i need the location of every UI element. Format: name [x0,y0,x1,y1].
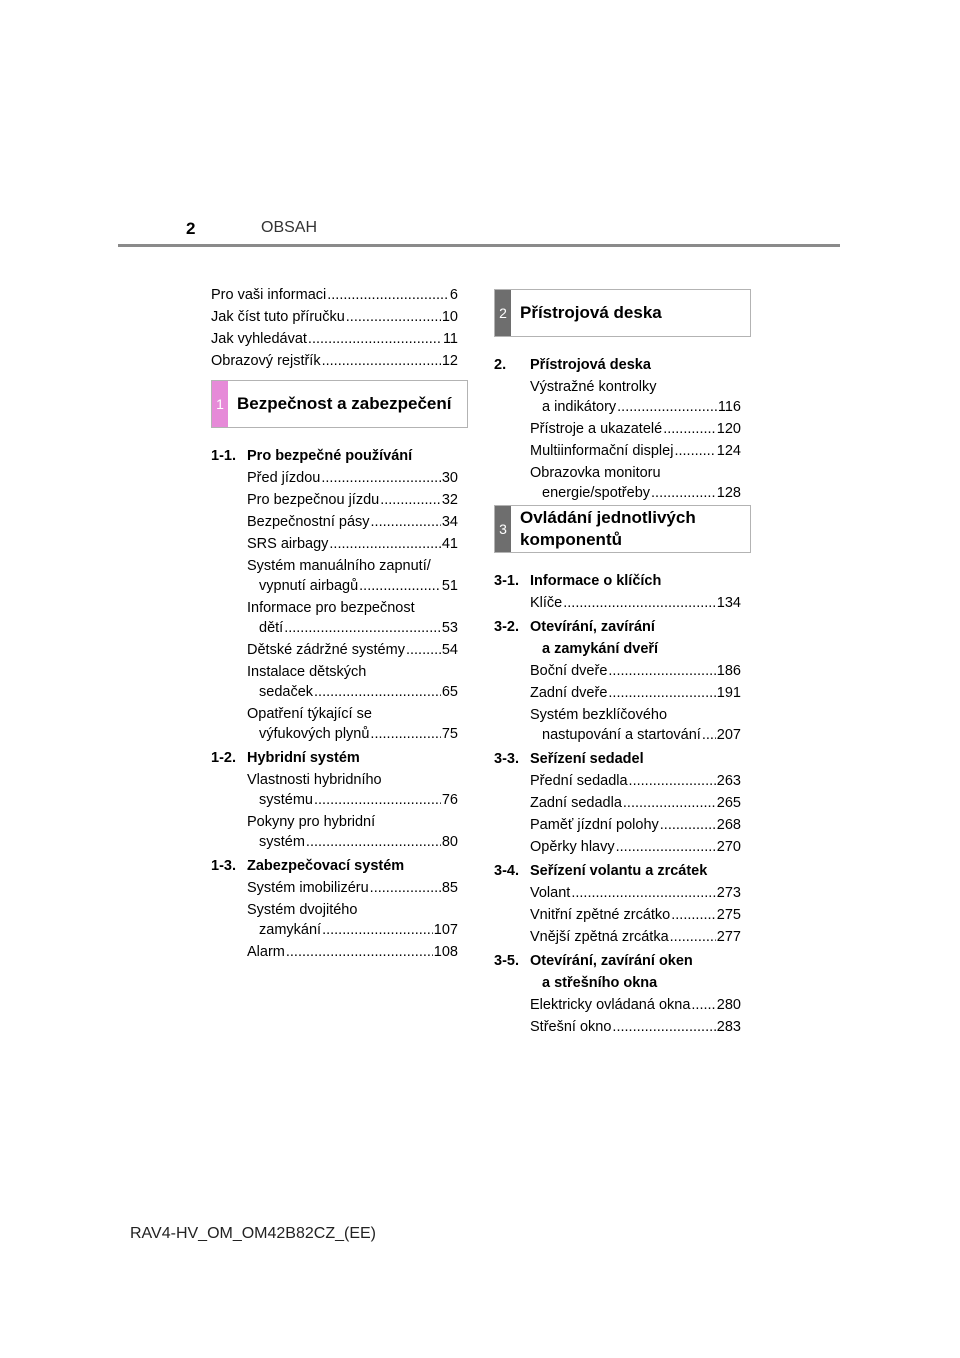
chapter-2-list [494,351,741,505]
toc-entry-intro[interactable]: Pro vaši informaci ..... 6 [211,285,458,305]
section-heading[interactable]: 1-3. Zabezpečovací systém [211,858,405,874]
toc-entry[interactable]: Zadní sedadla ..... 265 [530,793,741,813]
toc-entry[interactable]: Dětské zádržné systémy ..... 54 [247,640,458,660]
toc-entry[interactable]: Opěrky hlavy ..... 270 [530,837,741,857]
page-number: 2 [186,219,196,238]
toc-entry[interactable]: Přístroje a ukazatelé ..... 120 [530,419,741,439]
section-heading[interactable]: 3-5. Otevírání, zavírání oken [494,953,693,969]
section-heading-cont: a zamykání dveří [542,641,659,657]
chapter-3-title: Ovládání jednotlivých komponentů [520,508,696,549]
toc-entry[interactable]: Instalace dětských sedaček ..... 65 [247,662,458,702]
toc-entry[interactable]: Systém dvojitého zamykání ..... 107 [247,900,458,940]
chapter-1-tab: 1 [212,381,228,427]
chapter-3-header[interactable] [494,505,751,553]
section-heading-cont: a střešního okna [542,975,658,991]
toc-entry[interactable]: Systém imobilizéru ..... 85 [247,878,458,898]
toc-entry[interactable]: Vnější zpětná zrcátka ..... 277 [530,927,741,947]
toc-entry[interactable]: Střešní okno ..... 283 [530,1017,741,1037]
toc-entry[interactable]: Boční dveře ..... 186 [530,661,741,681]
toc-entry[interactable]: Přední sedadla ..... 263 [530,771,741,791]
document-code: RAV4-HV_OM_OM42B82CZ_(EE) [130,1225,376,1242]
toc-entry[interactable]: Systém bezklíčového nastupování a startování ..... 207 [530,705,741,745]
section-heading[interactable]: 3-2. Otevírání, zavírání [494,619,655,635]
chapter-1-list [211,442,458,964]
toc-entry[interactable]: Opatření týkající se výfukových plynů ..... 75 [247,704,458,744]
toc-entry[interactable]: Klíče ..... 134 [530,593,741,613]
toc-entry-intro[interactable]: Jak číst tuto příručku ..... 10 [211,307,458,327]
toc-entry[interactable]: Pro bezpečnou jízdu ..... 32 [247,490,458,510]
toc-entry-intro[interactable]: Jak vyhledávat ..... 11 [211,329,458,349]
toc-entry[interactable]: Výstražné kontrolky a indikátory ..... 116 [530,377,741,417]
toc-entry[interactable]: Zadní dveře ..... 191 [530,683,741,703]
chapter-2-header[interactable] [494,289,751,337]
toc-entry[interactable]: Informace pro bezpečnost dětí ..... 53 [247,598,458,638]
toc-entry[interactable]: Systém manuálního zapnutí/ vypnutí airbagů ..... 51 [247,556,458,596]
toc-entry[interactable]: Volant ..... 273 [530,883,741,903]
toc-entry[interactable]: Obrazovka monitoru energie/spotřeby ..... 128 [530,463,741,503]
section-heading[interactable]: 1-2. Hybridní systém [211,750,360,766]
toc-entry-intro[interactable]: Obrazový rejstřík ..... 12 [211,351,458,371]
chapter-1-header[interactable] [211,380,468,428]
section-heading[interactable]: 3-4. Seřízení volantu a zrcátek [494,863,708,879]
chapter-2-tab: 2 [495,290,511,336]
toc-entry[interactable]: Multiinformační displej ..... 124 [530,441,741,461]
page-title: OBSAH [261,219,318,236]
toc-entry[interactable]: Vnitřní zpětné zrcátko ..... 275 [530,905,741,925]
section-heading[interactable]: 3-1. Informace o klíčích [494,573,662,589]
chapter-1-title: Bezpečnost a zabezpečení [237,394,452,413]
toc-entry[interactable]: Alarm ..... 108 [247,942,458,962]
header-divider [118,244,840,247]
intro-list [211,285,458,373]
toc-entry[interactable]: Paměť jízdní polohy ..... 268 [530,815,741,835]
toc-entry[interactable]: Elektricky ovládaná okna ..... 280 [530,995,741,1015]
toc-entry[interactable]: Vlastnosti hybridního systému ..... 76 [247,770,458,810]
section-heading[interactable]: 2. Přístrojová deska [494,357,651,373]
section-heading[interactable]: 1-1. Pro bezpečné používání [211,448,413,464]
chapter-3-list [494,567,741,1039]
chapter-3-tab: 3 [495,506,511,552]
toc-entry[interactable]: Bezpečnostní pásy ..... 34 [247,512,458,532]
section-heading[interactable]: 3-3. Seřízení sedadel [494,751,644,767]
toc-entry[interactable]: Pokyny pro hybridní systém ..... 80 [247,812,458,852]
chapter-2-title: Přístrojová deska [520,303,662,322]
toc-entry[interactable]: Před jízdou ..... 30 [247,468,458,488]
toc-entry[interactable]: SRS airbagy ..... 41 [247,534,458,554]
